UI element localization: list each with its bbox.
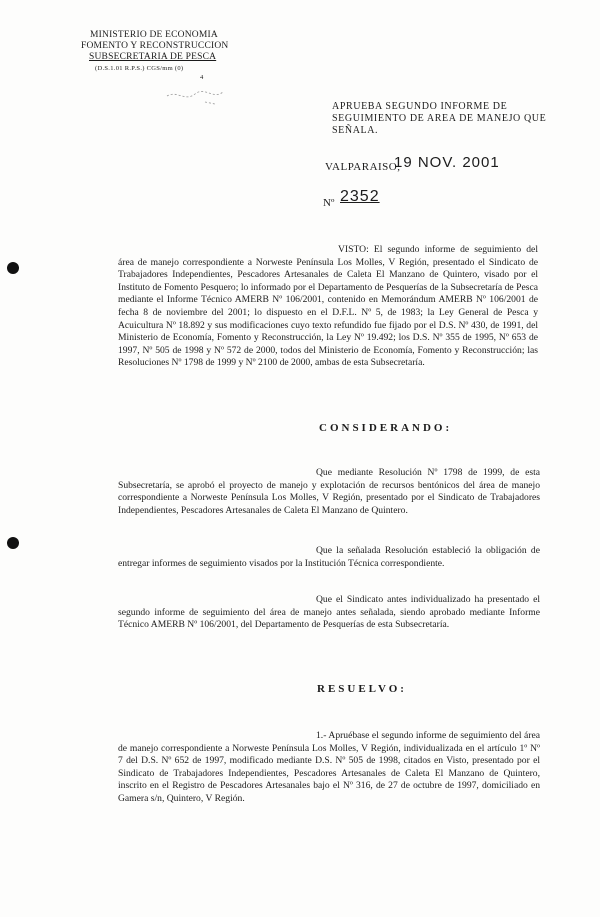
subject-line-1: APRUEBA SEGUNDO INFORME DE: [332, 101, 508, 112]
place-label: VALPARAISO,: [325, 161, 401, 173]
ministry-division: FOMENTO Y RECONSTRUCCION: [81, 41, 229, 51]
reference-code-extra: 4: [200, 74, 204, 81]
binder-hole-icon: [7, 262, 19, 274]
date-stamp: 19 NOV. 2001: [394, 154, 500, 171]
considerando-heading: CONSIDERANDO:: [319, 422, 453, 434]
resuelvo-item-1: 1.- Apruébase el segundo informe de seguimiento del área de manejo correspondiente a Norweste Península Los Molles, V Región, individualizada en el artículo 1º Nº 7 del D.S. Nº 652 de 1997, modificado mediante D.S. Nº 505 de 1998, citados en Visto, presentado por el Sindicato de Trabajadores Independientes, Pescadores Artesanales de Caleta El Manzano de Quintero, inscrito en el Registro de Pescadores Artesanales bajo el Nº 316, de 27 de octubre de 1997, domiciliado en Gamera s/n, Quintero, V Región.: [118, 730, 540, 804]
resuelvo-heading: RESUELVO:: [317, 683, 407, 695]
number-label: Nº: [323, 197, 335, 209]
ministry-name: MINISTERIO DE ECONOMIA: [90, 30, 218, 40]
ink-mark-icon: [165, 86, 235, 108]
considerando-paragraph-3: Que el Sindicato antes individualizado ha presentado el segundo informe de seguimiento del área de manejo antes señalada, siendo aprobado mediante Informe Técnico AMERB Nº 106/2001, del Departamento de Pesquerías de esta Subsecretaría.: [118, 594, 540, 631]
resolution-number: 2352: [340, 188, 380, 205]
subject-line-2: SEGUIMIENTO DE AREA DE MANEJO QUE: [332, 113, 547, 124]
considerando-paragraph-1: Que mediante Resolución Nº 1798 de 1999, de esta Subsecretaría, se aprobó el proyecto de manejo y explotación de recursos bentónicos del área de manejo correspondiente a Norweste Península Los Molles, V Región, presentado por el Sindicato de Trabajadores Independientes, Pescadores Artesanales de Caleta El Manzano de Quintero.: [118, 467, 540, 516]
visto-paragraph: VISTO: El segundo informe de seguimiento del área de manejo correspondiente a Norweste Península Los Molles, V Región, presentado el Sindicato de Trabajadores Independientes, Pescadores Artesanales de Caleta El Manzano de Quintero, visado por el Instituto de Fomento Pesquero; lo informado por el Departamento de Pesquerías de la Subsecretaría de Pesca mediante el Informe Técnico AMERB Nº 106/2001, contenido en Memorándum AMERB Nº 106/2001 de fecha 8 de noviembre del 2001; lo dispuesto en el D.F.L. Nº 5, de 1983; la Ley General de Pesca y Acuicultura Nº 18.892 y sus modificaciones cuyo texto refundido fue fijado por el D.S. Nº 430, de 1991, del Ministerio de Economía, Fomento y Reconstrucción, la Ley Nº 19.492; los D.S. Nº 355 de 1995, Nº 653 de 1997, Nº 505 de 1998 y Nº 572 de 2000, todos del Ministerio de Economía, Fomento y Reconstrucción; las Resoluciones Nº 1798 de 1999 y Nº 2100 de 2000, ambas de esta Subsecretaría.: [118, 244, 538, 369]
subsecretaria-name: SUBSECRETARIA DE PESCA: [89, 52, 217, 62]
binder-hole-icon: [7, 537, 19, 549]
reference-code: (D.S.1.01 R.P.S.) CGS/mm (0): [95, 65, 184, 72]
considerando-paragraph-2: Que la señalada Resolución estableció la obligación de entregar informes de seguimiento visados por la Institución Técnica correspondiente.: [118, 545, 540, 569]
subject-line-3: SEÑALA.: [332, 125, 379, 136]
